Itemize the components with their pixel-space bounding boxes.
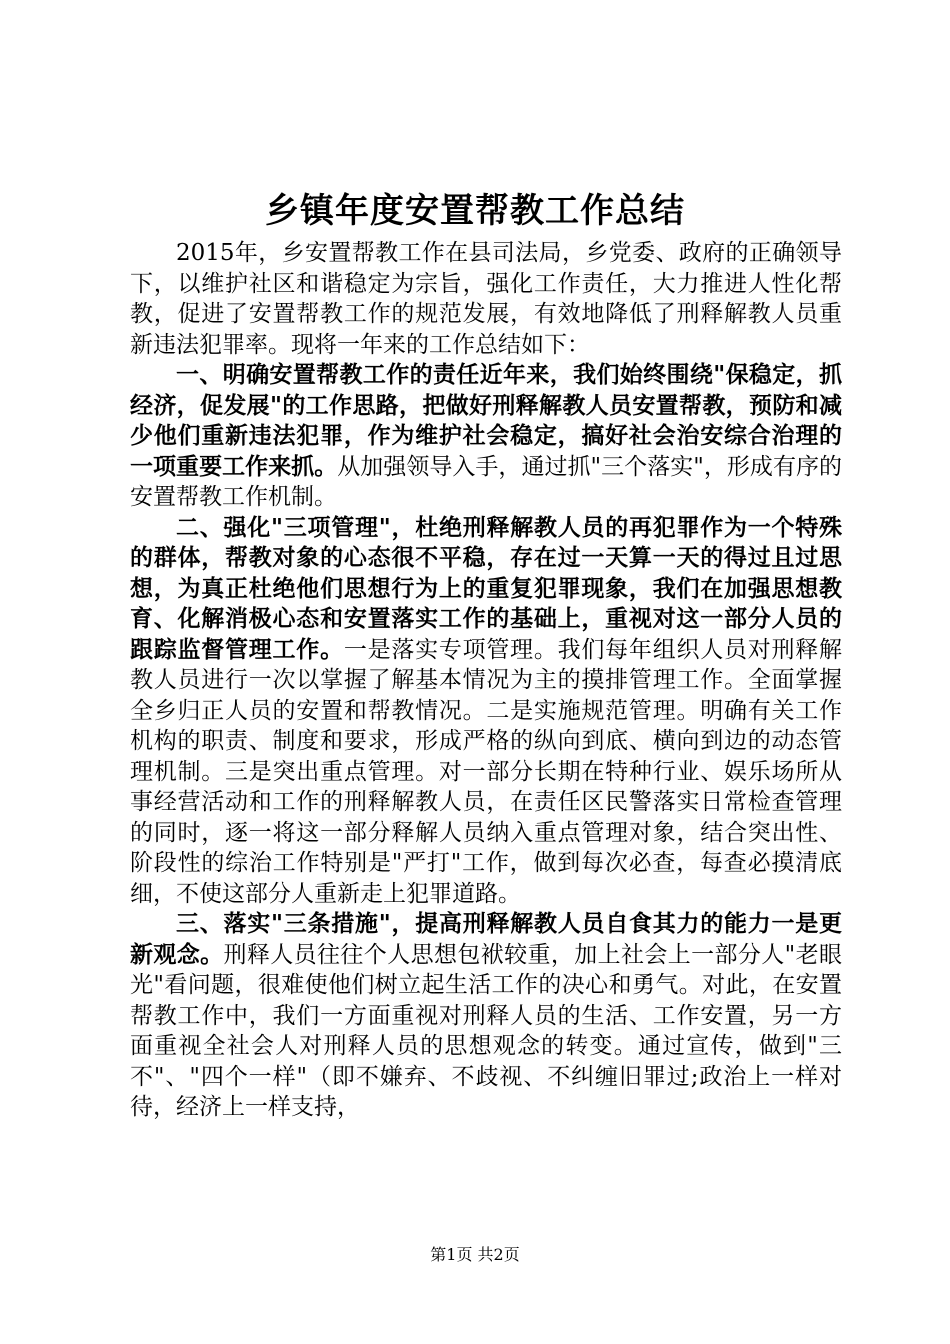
paragraph-section-1 — [130, 360, 842, 513]
page-footer: 第1页 共2页 — [430, 1245, 520, 1264]
paragraph-text: 从加强领导入手，通过抓"三个落实"，形成有序的安置帮教工作机制。 — [130, 453, 842, 510]
paragraph-section-2 — [130, 513, 842, 910]
document-body — [130, 238, 842, 1123]
section-heading: 三、落实"三条措施"，提高刑释解教人员自食其力的能力一是更新观念。 — [130, 911, 842, 968]
paragraph-text: 一是落实专项管理。我们每年组织人员对刑释解教人员进行一次以掌握了解基本情况为主的摸排管理工作。全面掌握全乡归正人员的安置和帮教情况。二是实施规范管理。明确有关工作机构的职责、制度和要求，形成严格的纵向到底、横向到边的动态管理机制。三是突出重点管理。对一部分长期在特种行业、娱乐场所从事经营活动和工作的刑释解教人员，在责任区民警落实日常检查管理的同时，逐一将这一部分释解人员纳入重点管理对象，结合突出性、阶段性的综治工作特别是"严打"工作，做到每次必查，每查必摸清底细，不使这部分人重新走上犯罪道路。 — [130, 636, 843, 907]
paragraph-text: 刑释人员往往个人思想包袱较重，加上社会上一部分人"老眼光"看问题，很难使他们树立起生活工作的决心和勇气。对此，在安置帮教工作中，我们一方面重视对刑释人员的生活、工作安置，另一方面重视全社会人对刑释人员的思想观念的转变。通过宣传，做到"三不"、"四个一样"（即不嫌弃、不歧视、不纠缠旧罪过;政治上一样对待，经济上一样支持， — [130, 941, 842, 1120]
section-heading: 一、明确安置帮教工作的责任近年来，我们始终围绕"保稳定，抓经济，促发展"的工作思路，把做好刑释解教人员安置帮教，预防和减少他们重新违法犯罪，作为维护社会稳定，搞好社会治安综合治理的一项重要工作来抓。 — [130, 362, 842, 480]
paragraph-section-3 — [130, 909, 842, 1123]
paragraph-text: 2015年，乡安置帮教工作在县司法局，乡党委、政府的正确领导下，以维护社区和谐稳定为宗旨，强化工作责任，大力推进人性化帮教，促进了安置帮教工作的规范发展，有效地降低了刑释解教人员重新违法犯罪率。现将一年来的工作总结如下： — [130, 240, 842, 358]
document-title: 乡镇年度安置帮教工作总结 — [265, 191, 685, 231]
paragraph-intro — [130, 238, 842, 360]
section-heading: 二、强化"三项管理"，杜绝刑释解教人员的再犯罪作为一个特殊的群体，帮教对象的心态很不平稳，存在过一天算一天的得过且过思想，为真正杜绝他们思想行为上的重复犯罪现象，我们在加强思想教育、化解消极心态和安置落实工作的基础上，重视对这一部分人员的跟踪监督管理工作。 — [130, 514, 842, 663]
